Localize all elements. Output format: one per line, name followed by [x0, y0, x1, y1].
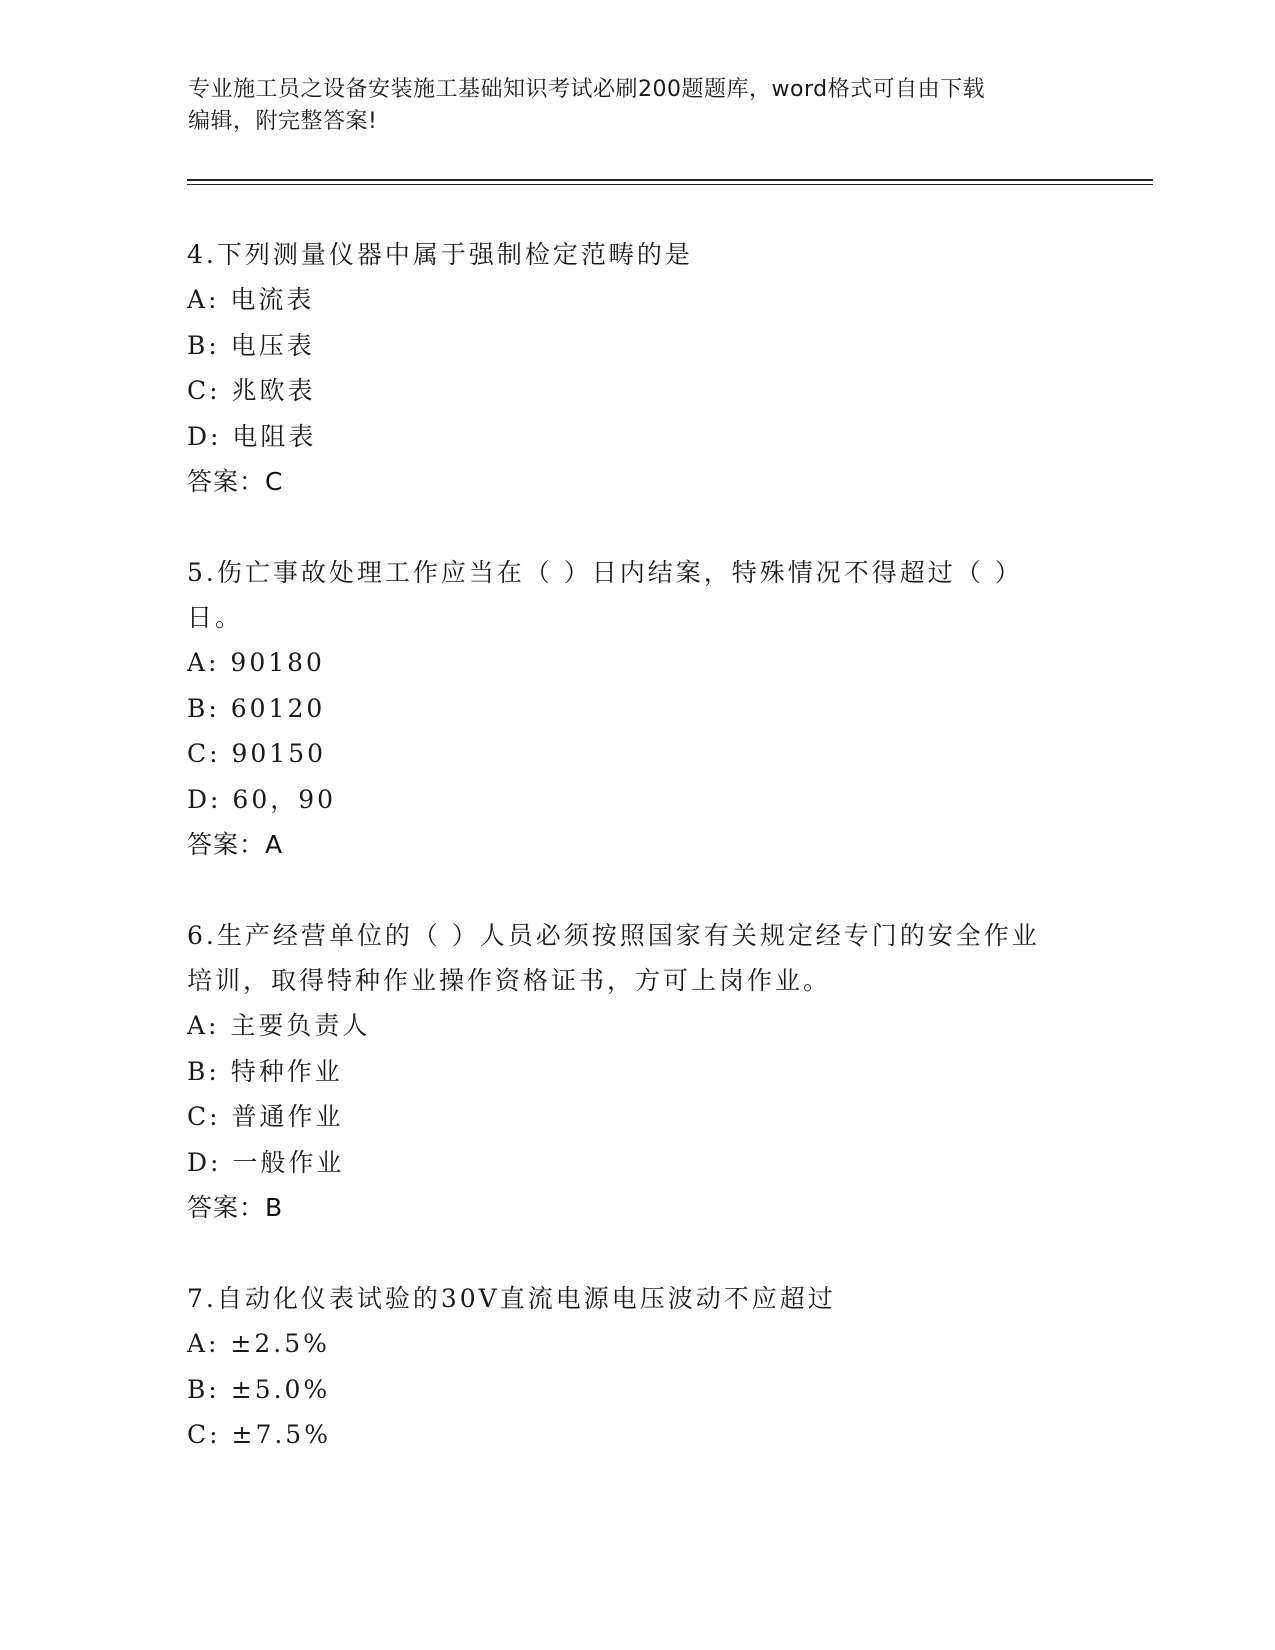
document-header: [188, 74, 1068, 138]
question-spacer: [187, 504, 1087, 550]
question-4: [187, 232, 1087, 504]
question-7-text: 7.自动化仪表试验的30V直流电源电压波动不应超过: [187, 1284, 836, 1313]
question-spacer: [187, 867, 1087, 913]
question-4-option-b: B: 电压表: [187, 330, 315, 360]
question-6-option-b: B: 特种作业: [187, 1056, 343, 1086]
header-divider-thin: [187, 184, 1153, 185]
question-4-text: 4.下列测量仪器中属于强制检定范畴的是: [187, 240, 693, 269]
question-7-option-b: B: ±5.0%: [187, 1374, 331, 1404]
question-6-option-d: D: 一般作业: [187, 1147, 345, 1177]
question-6-text-line-2: 培训，取得特种作业操作资格证书，方可上岗作业。: [187, 966, 832, 995]
question-7-option-a: A: ±2.5%: [187, 1329, 330, 1358]
question-6-option-a: A: 主要负责人: [187, 1011, 371, 1040]
question-5-text-line-2: 日。: [187, 603, 244, 632]
question-6-answer: 答案：B: [187, 1193, 284, 1222]
question-spacer: [187, 1230, 1087, 1276]
question-5-option-c: C: 90150: [187, 739, 327, 768]
question-4-answer: 答案：C: [187, 467, 284, 496]
question-5-option-a: A: 90180: [187, 648, 325, 677]
question-5-text-line-1: 5.伤亡事故处理工作应当在（ ）日内结案，特殊情况不得超过（ ）: [187, 558, 1023, 587]
header-title-line-2: 编辑，附完整答案!: [188, 109, 378, 134]
question-7: [187, 1276, 1087, 1458]
question-5: [187, 550, 1087, 867]
question-5-option-d: D: 60，90: [187, 784, 337, 814]
question-4-option-a: A: 电流表: [187, 285, 315, 314]
question-6-option-c: C: 普通作业: [187, 1102, 344, 1131]
header-title-line-1: 专业施工员之设备安装施工基础知识考试必刷200题题库，word格式可自由下载: [188, 77, 986, 102]
question-list: [187, 232, 1087, 1458]
question-6: [187, 913, 1087, 1230]
question-4-option-d: D: 电阻表: [187, 421, 317, 451]
question-4-option-c: C: 兆欧表: [187, 376, 316, 405]
question-6-text-line-1: 6.生产经营单位的（ ）人员必须按照国家有关规定经专门的安全作业: [187, 921, 1040, 950]
question-5-option-b: B: 60120: [187, 693, 326, 723]
question-7-option-c: C: ±7.5%: [187, 1420, 331, 1449]
header-divider-thick: [187, 179, 1153, 181]
question-5-answer: 答案：A: [187, 830, 284, 859]
